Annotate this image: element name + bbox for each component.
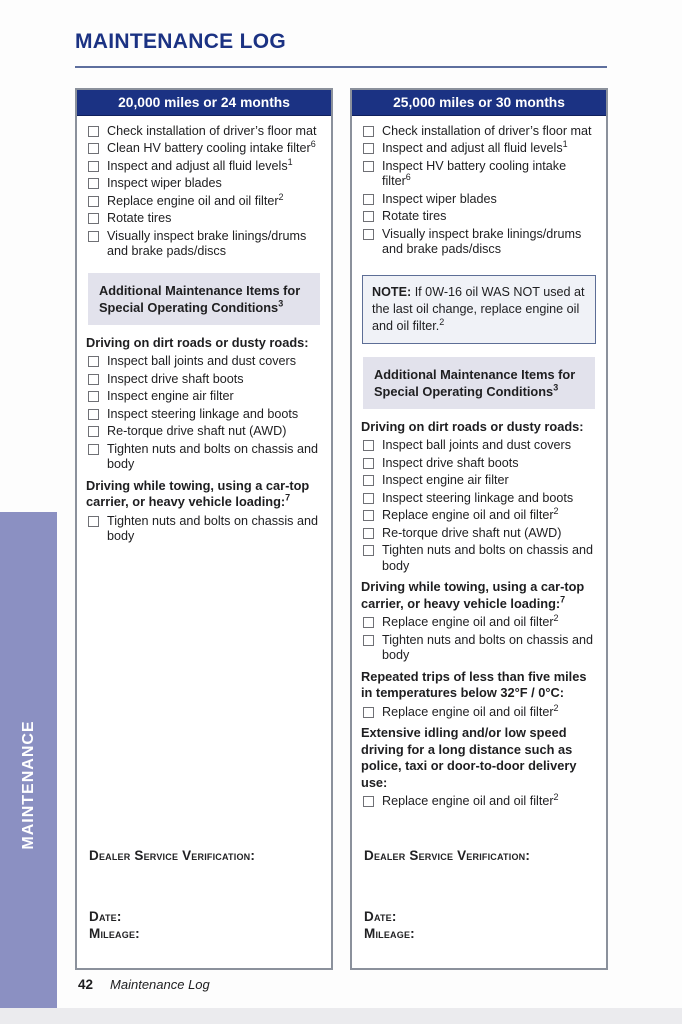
checklist-item-label: Visually inspect brake linings/drums and brake pads/discs xyxy=(107,228,307,258)
checkbox-icon xyxy=(363,143,374,154)
column-body xyxy=(352,116,606,810)
section-heading: Driving while towing, using a car-top carrier, or heavy vehicle loading:$^7$ xyxy=(361,579,585,611)
checkbox-icon xyxy=(363,440,374,451)
checkbox-icon xyxy=(88,178,99,189)
checklist-item xyxy=(86,176,322,192)
checklist-item-label: Inspect drive shaft boots xyxy=(107,371,244,386)
mileage-label: Mileage: xyxy=(89,926,140,941)
checkbox-icon xyxy=(88,231,99,242)
checklist-item xyxy=(361,227,597,258)
mileage-label: Mileage: xyxy=(364,926,415,941)
checklist-item-label: Inspect ball joints and dust covers xyxy=(382,438,572,452)
maintenance-section-tab xyxy=(0,512,57,1009)
footer-section-label: Maintenance Log xyxy=(110,977,210,992)
footnote-superscript: 2 xyxy=(439,316,445,327)
checkbox-icon xyxy=(88,444,99,455)
checklist-item xyxy=(86,229,322,260)
checklist-item xyxy=(86,389,322,405)
page-footer xyxy=(78,977,210,992)
checkbox-icon xyxy=(363,528,374,539)
checklist-item-label: Tighten nuts and bolts on chassis and body xyxy=(107,513,318,543)
checklist-item xyxy=(86,191,322,210)
checkbox-icon xyxy=(363,229,374,240)
footnote-superscript: 2 xyxy=(553,702,559,713)
checklist-item xyxy=(86,211,322,227)
checklist-item xyxy=(361,505,597,524)
checklist-item-label: Rotate tires xyxy=(107,211,172,225)
footnote-superscript: 2 xyxy=(553,612,559,623)
checkbox-icon xyxy=(363,510,374,521)
checklist-item-label: Inspect steering linkage and boots xyxy=(382,490,574,505)
checklist-item-label: Rotate tires xyxy=(382,209,447,223)
checklist-item-label: Inspect HV battery cooling intake filter$^6$ xyxy=(382,158,567,188)
checklist-item xyxy=(86,424,322,440)
checkbox-icon xyxy=(88,196,99,207)
checkbox-icon xyxy=(88,143,99,154)
column-header: 25,000 miles or 30 months xyxy=(352,90,606,116)
checklist-item xyxy=(86,124,322,140)
checklist-item-label: Inspect drive shaft boots xyxy=(382,455,519,470)
checkbox-icon xyxy=(88,161,99,172)
dealer-verification-block xyxy=(89,847,255,942)
checklist-item xyxy=(361,791,597,810)
checkbox-icon xyxy=(88,126,99,137)
date-label: Date: xyxy=(364,909,397,924)
checklist-item-label: Inspect steering linkage and boots xyxy=(107,406,299,421)
checklist-item xyxy=(361,473,597,489)
checkbox-icon xyxy=(363,211,374,222)
note-box: NOTE: If 0W-16 oil WAS NOT used at the last oil change, replace engine oil and oil filter.$^2$ xyxy=(362,275,596,344)
footnote-superscript: 7 xyxy=(560,594,566,605)
footnote-superscript: 3 xyxy=(278,298,284,309)
checklist-item-label: Check installation of driver’s floor mat xyxy=(382,123,592,138)
column-body xyxy=(77,116,331,545)
checklist-item xyxy=(86,372,322,388)
maintenance-tab-label: MAINTENANCE xyxy=(19,720,37,850)
checklist-item xyxy=(361,159,597,190)
title-divider xyxy=(75,66,607,68)
checkbox-icon xyxy=(88,426,99,437)
checklist-item xyxy=(361,124,597,140)
checklist-item xyxy=(361,192,597,208)
maintenance-column-25000 xyxy=(350,88,608,970)
checklist-item xyxy=(86,407,322,423)
checklist-item xyxy=(361,526,597,542)
checkbox-icon xyxy=(363,161,374,172)
checklist-item-label: Replace engine oil and oil filter$^2$ xyxy=(382,505,559,522)
section-heading: Driving on dirt roads or dusty roads: xyxy=(361,418,584,434)
additional-items-callout: Additional Maintenance Items for Special Operating Conditions$^3$ xyxy=(88,273,320,325)
checkbox-icon xyxy=(363,475,374,486)
footnote-superscript: 2 xyxy=(553,505,559,516)
checkbox-icon xyxy=(363,635,374,646)
checklist-item-label: Replace engine oil and oil filter$^2$ xyxy=(107,191,284,208)
footnote-superscript: 6 xyxy=(405,171,411,182)
checklist-item-label: Replace engine oil and oil filter$^2$ xyxy=(382,791,559,808)
footnote-superscript: 1 xyxy=(287,156,293,167)
checklist-item-label: Tighten nuts and bolts on chassis and body xyxy=(107,441,318,471)
footnote-superscript: 3 xyxy=(553,382,559,393)
checklist-item xyxy=(361,543,597,574)
checkbox-icon xyxy=(363,126,374,137)
checklist-item-label: Tighten nuts and bolts on chassis and body xyxy=(382,543,593,573)
checklist-item xyxy=(86,514,322,545)
checkbox-icon xyxy=(363,545,374,556)
checkbox-icon xyxy=(88,356,99,367)
checklist-item-label: Inspect engine air filter xyxy=(382,473,509,487)
dealer-service-verification-label: Dealer Service Verification: xyxy=(89,848,256,863)
checklist-item-label: Re-torque drive shaft nut (AWD) xyxy=(107,424,287,438)
footnote-superscript: 1 xyxy=(562,138,568,149)
checkbox-icon xyxy=(363,458,374,469)
footnote-superscript: 6 xyxy=(310,138,316,149)
checklist-item-label: Inspect and adjust all fluid levels$^1$ xyxy=(382,138,568,155)
page-number: 42 xyxy=(78,977,94,992)
checklist-item xyxy=(361,456,597,472)
checklist-item xyxy=(86,442,322,473)
section-heading: Driving on dirt roads or dusty roads: xyxy=(86,334,309,350)
checkbox-icon xyxy=(88,516,99,527)
checklist-item xyxy=(361,633,597,664)
checkbox-icon xyxy=(363,493,374,504)
checklist-item xyxy=(361,612,597,631)
checkbox-icon xyxy=(88,391,99,402)
section-heading: Repeated trips of less than five miles in temperatures below 32°F / 0°C: xyxy=(361,668,587,700)
additional-items-callout: Additional Maintenance Items for Special Operating Conditions$^3$ xyxy=(363,357,595,409)
checkbox-icon xyxy=(363,194,374,205)
checklist-item xyxy=(361,438,597,454)
dealer-verification-block xyxy=(364,847,530,942)
checklist-item-label: Check installation of driver’s floor mat xyxy=(107,123,317,138)
checklist-item xyxy=(86,354,322,370)
checklist-item-label: Inspect wiper blades xyxy=(382,191,497,206)
footnote-superscript: 7 xyxy=(285,492,291,503)
checklist-item-label: Replace engine oil and oil filter$^2$ xyxy=(382,612,559,629)
checkbox-icon xyxy=(88,374,99,385)
checklist-item xyxy=(361,138,597,157)
checklist-item xyxy=(86,138,322,157)
checklist-item-label: Clean HV battery cooling intake filter$^6$ xyxy=(107,138,316,155)
checklist-item xyxy=(86,156,322,175)
checklist-item-label: Replace engine oil and oil filter$^2$ xyxy=(382,702,559,719)
footnote-superscript: 2 xyxy=(278,191,284,202)
checklist-item-label: Visually inspect brake linings/drums and brake pads/discs xyxy=(382,226,582,256)
checkbox-icon xyxy=(363,707,374,718)
dealer-service-verification-label: Dealer Service Verification: xyxy=(364,848,531,863)
footnote-superscript: 2 xyxy=(553,791,559,802)
column-header: 20,000 miles or 24 months xyxy=(77,90,331,116)
checklist-item xyxy=(361,702,597,721)
page-title: MAINTENANCE LOG xyxy=(75,30,286,53)
checkbox-icon xyxy=(363,617,374,628)
checklist-item-label: Re-torque drive shaft nut (AWD) xyxy=(382,525,562,540)
date-label: Date: xyxy=(89,909,122,924)
checklist-item-label: Tighten nuts and bolts on chassis and body xyxy=(382,632,593,662)
page-edge-strip xyxy=(0,1008,682,1024)
checkbox-icon xyxy=(88,213,99,224)
section-heading: Driving while towing, using a car-top carrier, or heavy vehicle loading:$^7$ xyxy=(86,477,310,509)
section-heading: Extensive idling and/or low speed driving for a long distance such as police, taxi or door-to-door delivery use: xyxy=(361,725,577,790)
checklist-item-label: Inspect and adjust all fluid levels$^1$ xyxy=(107,156,293,173)
checklist-item-label: Inspect ball joints and dust covers xyxy=(107,354,297,368)
checklist-item-label: Inspect engine air filter xyxy=(107,389,234,403)
checklist-item xyxy=(361,491,597,507)
maintenance-column-20000 xyxy=(75,88,333,970)
note-label: NOTE: xyxy=(372,284,412,299)
checklist-item-label: Inspect wiper blades xyxy=(107,176,222,190)
checkbox-icon xyxy=(88,409,99,420)
checklist-item xyxy=(361,209,597,225)
checkbox-icon xyxy=(363,796,374,807)
